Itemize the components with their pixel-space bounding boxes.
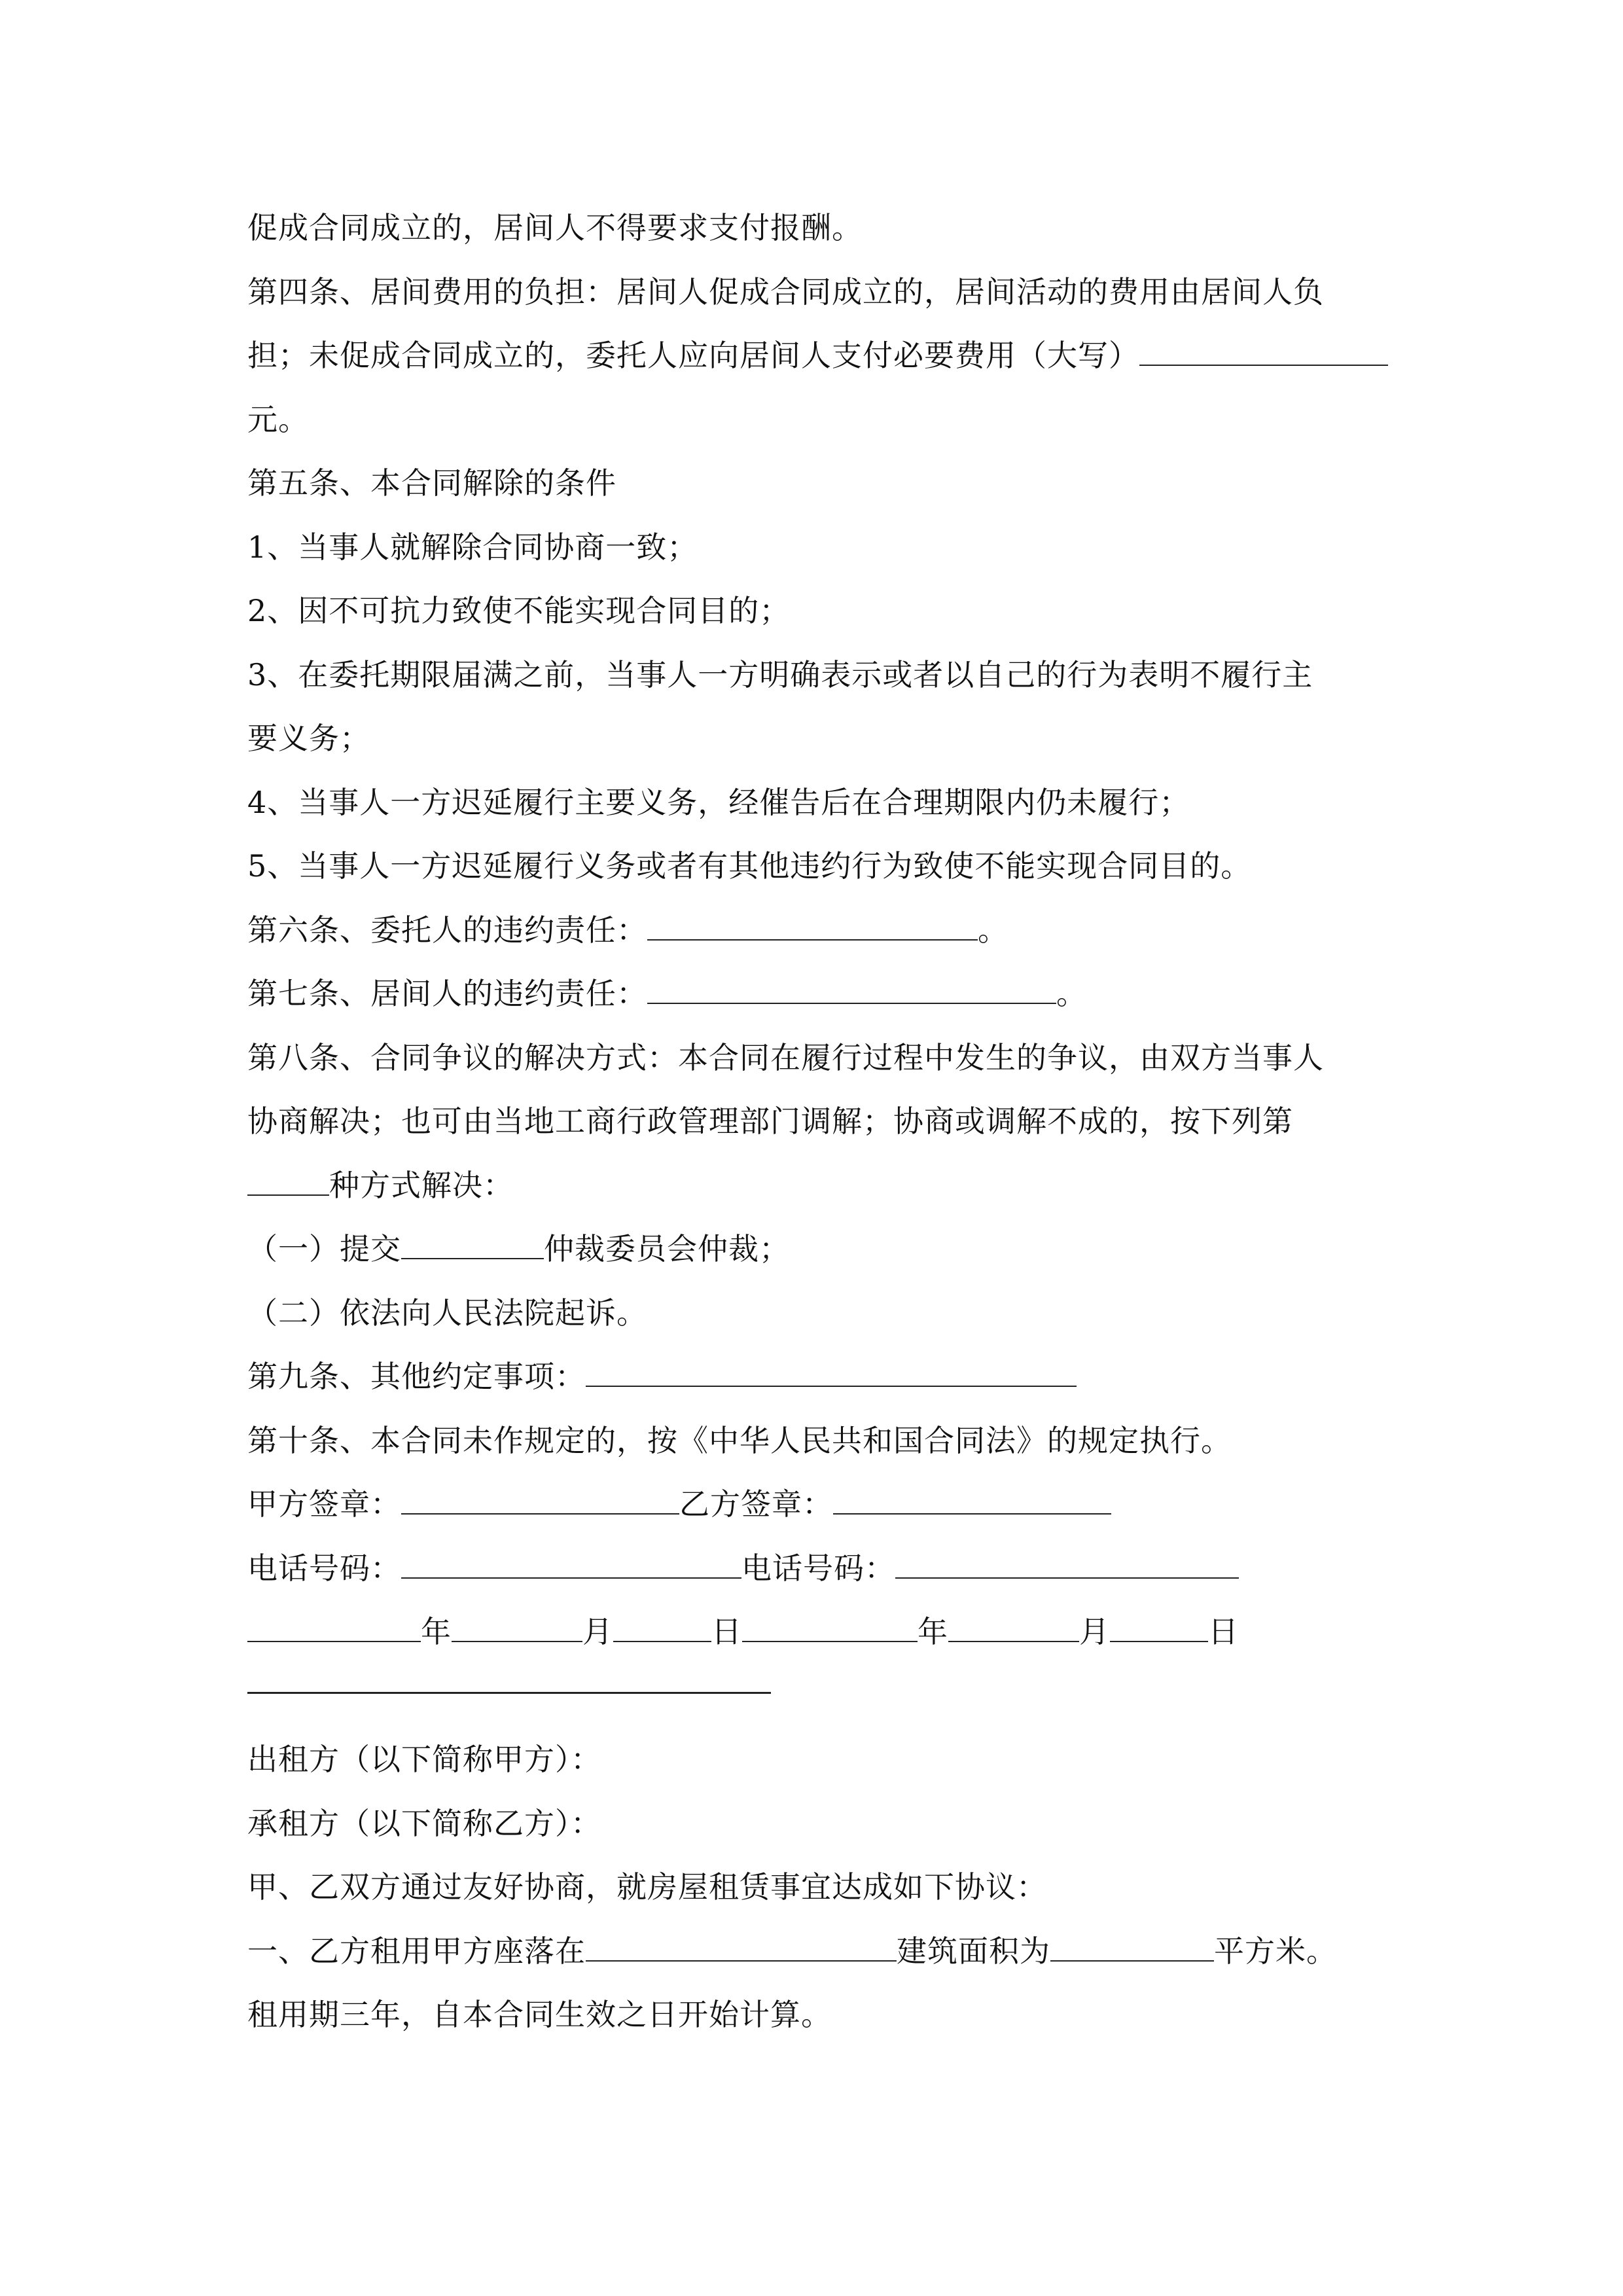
lessee-line: 承租方（以下简称乙方）：	[247, 1806, 601, 1841]
article-8-text: 种方式解决：	[329, 1168, 514, 1203]
article-7-line	[247, 974, 1087, 1013]
article-4-text: 担；未促成合同成立的，委托人应向居间人支付必要费用（大写）	[247, 338, 1139, 373]
phone-line	[247, 1549, 1239, 1588]
party-a-phone-label: 电话号码：	[247, 1551, 401, 1586]
clause-item-continued: 要义务；	[247, 721, 370, 756]
party-b-phone-blank	[895, 1549, 1239, 1579]
party-a-phone-blank	[401, 1549, 741, 1579]
lease-item-1-line-2: 租用期三年，自本合同生效之日开始计算。	[247, 1997, 832, 2032]
lease-item-1-unit: 平方米。	[1214, 1933, 1337, 1969]
article-8-line-1: 第八条、合同争议的解决方式：本合同在履行过程中发生的争议，由双方当事人	[247, 1040, 1324, 1075]
clause-item: 1、当事人就解除合同协商一致；	[247, 529, 698, 565]
clause-item: 5、当事人一方迟延履行义务或者有其他违约行为致使不能实现合同目的。	[247, 848, 1252, 884]
broker-liability-blank	[647, 974, 1056, 1004]
article-8-line-3	[247, 1166, 514, 1205]
method-number-blank	[247, 1166, 329, 1196]
article-4-line-1: 第四条、居间费用的负担：居间人促成合同成立的，居间活动的费用由居间人负	[247, 274, 1324, 310]
fee-blank	[1139, 336, 1388, 366]
article-10-line: 第十条、本合同未作规定的，按《中华人民共和国合同法》的规定执行。	[247, 1423, 1232, 1458]
party-a-signature-blank	[401, 1484, 679, 1515]
lease-item-1-text: 一、乙方租用甲方座落在	[247, 1933, 586, 1969]
day-label: 日	[711, 1614, 742, 1649]
other-matters-blank	[586, 1357, 1077, 1387]
article-7-text: 第七条、居间人的违约责任：	[247, 976, 647, 1011]
option-1-line	[247, 1229, 790, 1268]
property-location-blank	[586, 1931, 897, 1962]
year-label: 年	[918, 1614, 948, 1649]
date-line	[247, 1612, 1239, 1651]
article-6-text: 第六条、委托人的违约责任：	[247, 912, 647, 948]
month-label: 月	[582, 1614, 613, 1649]
party-a-year-blank	[247, 1612, 421, 1642]
clause-item: 2、因不可抗力致使不能实现合同目的；	[247, 593, 791, 628]
period: 。	[978, 912, 1008, 948]
month-label: 月	[1079, 1614, 1110, 1649]
article-9-text: 第九条、其他约定事项：	[247, 1359, 586, 1394]
party-b-month-blank	[948, 1612, 1079, 1642]
article-4-line-2	[247, 336, 1388, 375]
article-6-line	[247, 910, 1008, 950]
text-line: 促成合同成立的，居间人不得要求支付报酬。	[247, 210, 863, 245]
year-label: 年	[421, 1614, 452, 1649]
building-area-blank	[1050, 1931, 1214, 1962]
party-b-day-blank	[1110, 1612, 1208, 1642]
option-1-text-end: 仲裁委员会仲裁；	[544, 1231, 790, 1266]
article-5-heading: 第五条、本合同解除的条件	[247, 465, 616, 501]
principal-liability-blank	[647, 910, 978, 941]
lessor-line: 出租方（以下简称甲方）：	[247, 1742, 601, 1777]
party-b-signature-label: 乙方签章：	[679, 1486, 833, 1522]
party-b-phone-label: 电话号码：	[741, 1551, 895, 1586]
section-divider	[247, 1692, 771, 1694]
party-b-signature-blank	[833, 1484, 1111, 1515]
lease-item-1-area-label: 建筑面积为	[897, 1933, 1050, 1969]
party-a-month-blank	[452, 1612, 582, 1642]
day-label: 日	[1208, 1614, 1239, 1649]
period: 。	[1056, 976, 1087, 1011]
option-2-line: （二）依法向人民法院起诉。	[247, 1295, 647, 1331]
article-4-line-3: 元。	[247, 402, 309, 437]
arbitration-committee-blank	[401, 1229, 544, 1259]
agreement-intro: 甲、乙双方通过友好协商，就房屋租赁事宜达成如下协议：	[247, 1869, 1047, 1905]
clause-item: 3、在委托期限届满之前，当事人一方明确表示或者以自己的行为表明不履行主	[247, 657, 1313, 692]
article-8-line-2: 协商解决；也可由当地工商行政管理部门调解；协商或调解不成的，按下列第	[247, 1103, 1293, 1139]
party-b-year-blank	[742, 1612, 918, 1642]
option-1-text: （一）提交	[247, 1231, 401, 1266]
party-a-signature-label: 甲方签章：	[247, 1486, 401, 1522]
signature-line	[247, 1484, 1111, 1524]
lease-item-1-line-1	[247, 1931, 1337, 1971]
party-a-day-blank	[613, 1612, 711, 1642]
article-9-line	[247, 1357, 1077, 1396]
clause-item: 4、当事人一方迟延履行主要义务，经催告后在合理期限内仍未履行；	[247, 785, 1190, 820]
